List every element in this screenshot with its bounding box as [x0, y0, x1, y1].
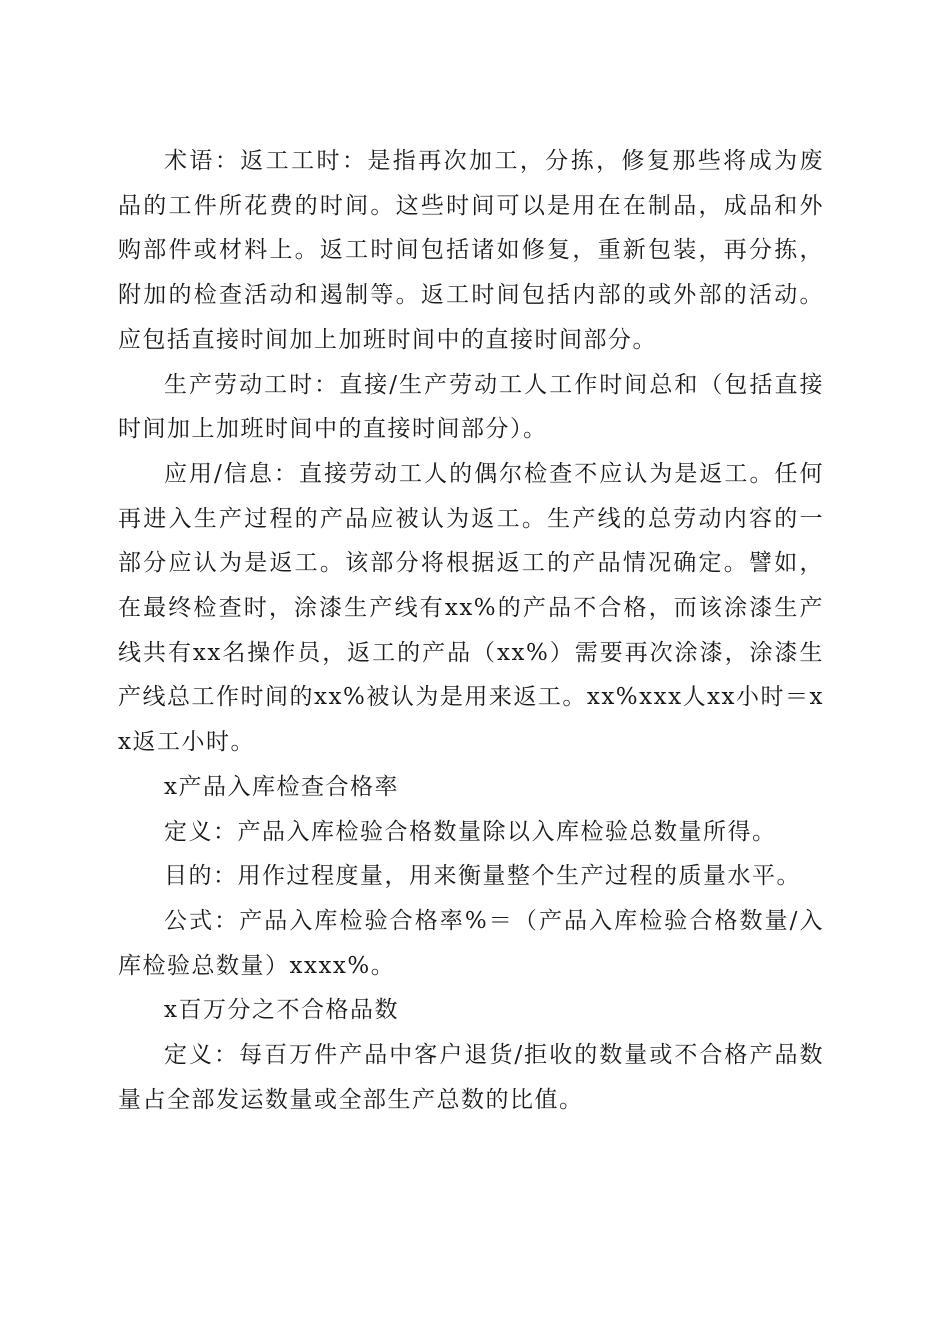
paragraph-production-labor-hours: 生产劳动工时：直接/生产劳动工人工作时间总和（包括直接时间加上加班时间中的直接时间部分）。	[118, 371, 824, 443]
section-heading-ppm-defects: x百万分之不合格品数	[164, 997, 399, 1024]
section-heading-warehouse-pass-rate: x产品入库检查合格率	[164, 773, 399, 800]
document-body	[118, 139, 824, 1122]
paragraph-rework-hours-definition: 术语：返工工时：是指再次加工，分拣，修复那些将成为废品的工件所花费的时间。这些时间可以是用在在制品，成品和外购部件或材料上。返工时间包括诸如修复，重新包装，再分拣，附加的检查活动和遏制等。返工时间包括内部的或外部的活动。应包括直接时间加上加班时间中的直接时间部分。	[118, 148, 824, 353]
paragraph-pass-rate-formula: 公式：产品入库检验合格率%＝（产品入库检验合格数量/入库检验总数量）xxxx%。	[118, 907, 824, 979]
paragraph-pass-rate-purpose: 目的：用作过程度量，用来衡量整个生产过程的质量水平。	[164, 863, 801, 890]
paragraph-application-info: 应用/信息：直接劳动工人的偶尔检查不应认为是返工。任何再进入生产过程的产品应被认为返工。生产线的总劳动内容的一部分应认为是返工。该部分将根据返工的产品情况确定。譬如，在最终检查时，涂漆生产线有xx%的产品不合格，而该涂漆生产线共有xx名操作员，返工的产品（xx%）需要再次涂漆，涂漆生产线总工作时间的xx%被认为是用来返工。xx%xxx人xx小时＝xx返工小时。	[118, 460, 824, 756]
paragraph-ppm-definition: 定义：每百万件产品中客户退货/拒收的数量或不合格产品数量占全部发运数量或全部生产总数的比值。	[118, 1042, 824, 1113]
paragraph-pass-rate-definition: 定义：产品入库检验合格数量除以入库检验总数量所得。	[164, 818, 777, 845]
